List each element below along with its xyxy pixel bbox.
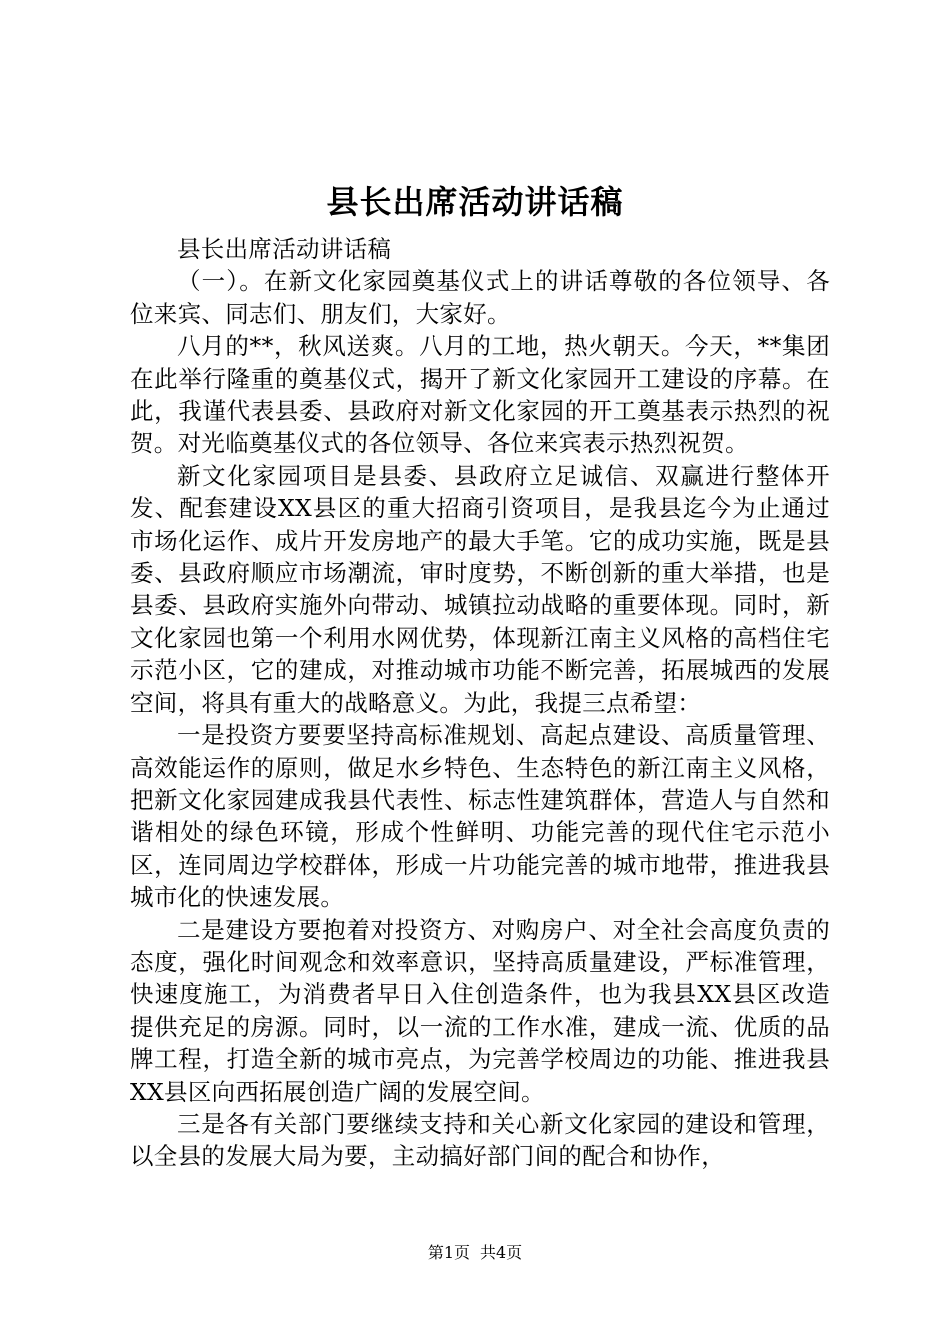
page-total: 共4页 bbox=[480, 1243, 523, 1262]
document-body bbox=[130, 233, 830, 1173]
body-paragraph: 一是投资方要要坚持高标准规划、高起点建设、高质量管理、高效能运作的原则，做足水乡特色、生态特色的新江南主义风格，把新文化家园建成我县代表性、标志性建筑群体，营造人与自然和谐相处的绿色环镜，形成个性鲜明、功能完善的现代住宅示范小区，连同周边学校群体，形成一片功能完善的城市地带，推进我县城市化的快速发展。 bbox=[130, 721, 830, 912]
body-paragraph: 八月的**，秋风送爽。八月的工地，热火朝天。今天，**集团在此举行隆重的奠基仪式，揭开了新文化家园开工建设的序幕。在此，我谨代表县委、县政府对新文化家园的开工奠基表示热烈的祝贺。对光临奠基仪式的各位领导、各位来宾表示热烈祝贺。 bbox=[130, 332, 830, 458]
body-paragraph: 新文化家园项目是县委、县政府立足诚信、双赢进行整体开发、配套建设XX县区的重大招商引资项目，是我县迄今为止通过市场化运作、成片开发房地产的最大手笔。它的成功实施，既是县委、县政府顺应市场潮流，审时度势，不断创新的重大举措，也是县委、县政府实施外向带动、城镇拉动战略的重要体现。同时，新文化家园也第一个利用水网优势，体现新江南主义风格的高档住宅示范小区，它的建成，对推动城市功能不断完善，拓展城西的发展空间，将具有重大的战略意义。为此，我提三点希望： bbox=[130, 461, 830, 717]
body-paragraph: 县长出席活动讲话稿 bbox=[177, 235, 392, 263]
page-footer bbox=[0, 1243, 950, 1263]
document-title: 县长出席活动讲话稿 bbox=[326, 183, 624, 221]
body-paragraph: 三是各有关部门要继续支持和关心新文化家园的建设和管理，以全县的发展大局为要，主动搞好部门间的配合和协作， bbox=[130, 1109, 830, 1171]
body-paragraph: 二是建设方要抱着对投资方、对购房户、对全社会高度负责的态度，强化时间观念和效率意识，坚持高质量建设，严标准管理，快速度施工，为消费者早日入住创造条件，也为我县XX县区改造提供充足的房源。同时，以一流的工作水准，建成一流、优质的品牌工程，打造全新的城市亮点，为完善学校周边的功能、推进我县XX县区向西拓展创造广阔的发展空间。 bbox=[130, 915, 830, 1106]
page-number: 第1页 bbox=[427, 1243, 470, 1262]
body-paragraph: （一）。在新文化家园奠基仪式上的讲话尊敬的各位领导、各位来宾、同志们、朋友们，大家好。 bbox=[130, 267, 830, 328]
